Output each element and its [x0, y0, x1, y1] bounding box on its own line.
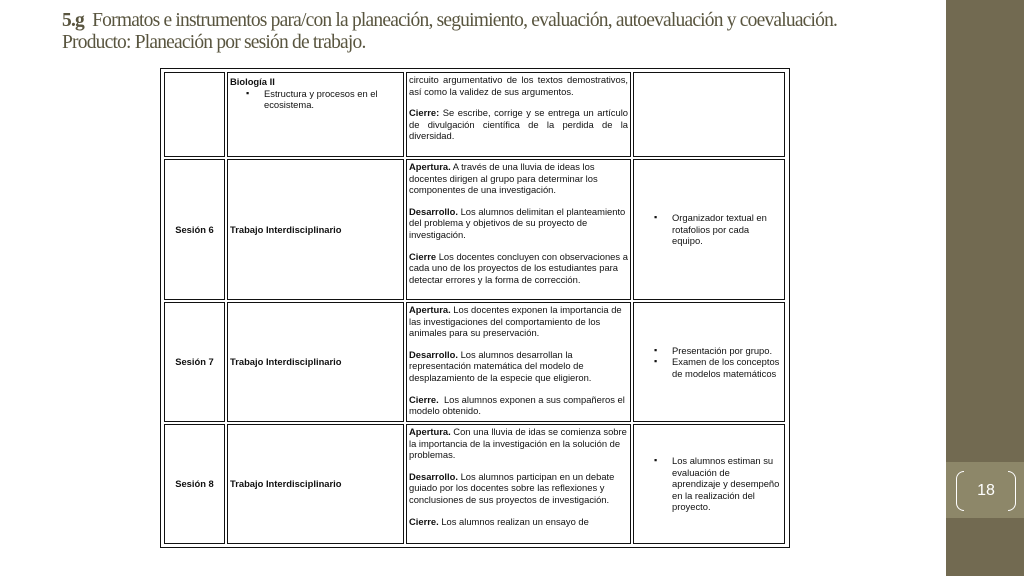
session-cell	[164, 159, 225, 300]
evidence-cell-empty	[633, 72, 785, 157]
desarrollo-text: Los alumnos participan en un debate guiado por los docentes sobre las reflexiones y conclusiones de sus proyectos de investigación.	[409, 470, 615, 505]
evidence-list	[638, 212, 780, 247]
topic-item: ▪ Estructura y procesos en el ecosistema.	[246, 88, 401, 111]
title-line-2: Producto: Planeación por sesión de trabajo.	[62, 32, 366, 53]
cierre-label: Cierre	[409, 250, 437, 262]
session-label: Sesión 8	[175, 478, 214, 490]
evidence-item: ▪ Presentación por grupo.	[654, 345, 780, 357]
project-label: Trabajo Interdisciplinario	[230, 478, 342, 490]
evidence-list	[638, 455, 780, 513]
project-cell	[227, 424, 404, 544]
desarrollo-text: Los alumnos desarrollan la representación matemática del modelo de desplazamiento de la especie que eligieron.	[409, 348, 592, 383]
cierre-label: Cierre:	[409, 107, 440, 119]
subject-cell	[227, 72, 404, 157]
apertura-text: A través de una lluvia de ideas los docentes dirigen al grupo para determinar los componentes de una investigación.	[409, 161, 598, 196]
activities-cell	[406, 72, 631, 157]
evidence-item: ▪ Organizador textual en rotafolios por cada equipo.	[654, 212, 780, 247]
session-cell	[164, 424, 225, 544]
cierre-text: Los alumnos exponen a sus compañeros el modelo obtenido.	[409, 393, 625, 417]
project-cell	[227, 159, 404, 300]
session-label: Sesión 7	[175, 356, 214, 368]
cierre-label: Cierre.	[409, 393, 439, 405]
activities-cell	[406, 424, 631, 544]
page-number: 18	[977, 482, 995, 499]
desarrollo-label: Desarrollo.	[409, 348, 458, 360]
slide-title	[62, 10, 942, 54]
activities-cell	[406, 159, 631, 300]
evidence-item: ▪ Examen de los conceptos de modelos matemáticos	[654, 356, 780, 379]
apertura-text: Los docentes exponen la importancia de las investigaciones del comportamiento de los animales para su preservación.	[409, 304, 622, 339]
cierre-text: Los alumnos realizan un ensayo de	[441, 515, 589, 527]
desarrollo-label: Desarrollo.	[409, 205, 458, 217]
apertura-label: Apertura.	[409, 426, 451, 437]
session-cell	[164, 302, 225, 422]
left-bracket	[956, 471, 964, 511]
title-line-1: Formatos e instrumentos para/con la planeación, seguimiento, evaluación, autoevaluación y coevaluación.	[92, 10, 838, 31]
subject-name: Biología II	[230, 76, 275, 87]
session-cell-empty	[164, 72, 225, 157]
desarrollo-label: Desarrollo.	[409, 470, 458, 482]
apertura-text: Con una lluvia de idas se comienza sobre la importancia de la investigación en la solución de problemas.	[409, 426, 627, 461]
right-bracket	[1008, 471, 1016, 511]
session-label: Sesión 6	[175, 223, 214, 235]
cierre-label: Cierre.	[409, 515, 439, 527]
apertura-label: Apertura.	[409, 304, 451, 315]
project-label: Trabajo Interdisciplinario	[230, 356, 342, 368]
page-number-box	[956, 471, 1016, 511]
cierre-text: Los docentes concluyen con observaciones a cada uno de los proyectos de los estudiantes para detectar errores y la forma de corrección.	[409, 250, 628, 285]
section-number: 5.g	[62, 10, 84, 31]
apertura-label: Apertura.	[409, 161, 451, 172]
evidence-item: ▪ Los alumnos estiman su evaluación de aprendizaje y desempeño en la realización del proyecto.	[654, 455, 780, 513]
planning-table	[160, 68, 790, 548]
evidence-cell	[633, 159, 785, 300]
desarrollo-text: Los alumnos delimitan el planteamiento del problema y objetivos de su proyecto de investigación.	[409, 205, 626, 240]
project-cell	[227, 302, 404, 422]
topic-list	[230, 88, 401, 111]
cierre-text: Se escribe, corrige y se entrega un artículo de divulgación científica de la perdida de la diversidad.	[409, 107, 628, 142]
evidence-cell	[633, 302, 785, 422]
evidence-list	[638, 345, 780, 380]
activities-cell	[406, 302, 631, 422]
evidence-cell	[633, 424, 785, 544]
project-label: Trabajo Interdisciplinario	[230, 223, 342, 235]
activities-continuation: circuito argumentativo de los textos demostrativos, así como la validez de sus argumentos.	[409, 74, 628, 97]
